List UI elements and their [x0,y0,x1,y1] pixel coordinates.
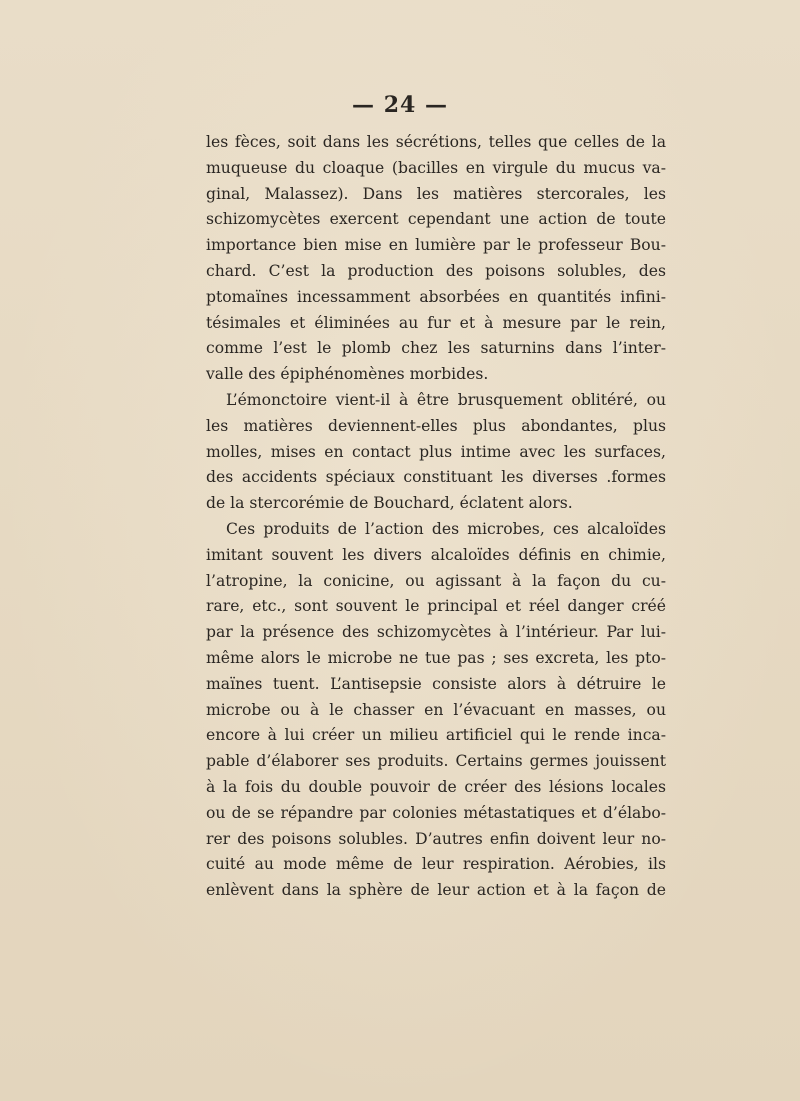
text-line: chard. C’est la production des poisons solubles, des [206,261,666,280]
text-line: comme l’est le plomb chez les saturnins dans l’inter- [206,339,666,358]
text-line: ou de se répandre par colonies métastatiques et d’élabo- [206,803,666,822]
text-line: les fèces, soit dans les sécrétions, telles que celles de la [206,133,666,151]
text-line: l’atropine, la conicine, ou agissant à la façon du cu- [206,571,666,590]
text-line: rare, etc., sont souvent le principal et réel danger créé [206,597,666,616]
text-line: maïnes tuent. L’antisepsie consiste alors à détruire le [206,674,666,693]
text-line: tésimales et éliminées au fur et à mesure par le rein, [206,313,666,332]
text-line: pable d’élaborer ses produits. Certains germes jouissent [206,752,666,771]
text-line: rer des poisons solubles. D’autres enfin doivent leur no- [206,829,666,848]
text-line: Ces produits de l’action des microbes, ces alcaloïdes [226,519,666,538]
text-line: schizomycètes exercent cependant une action de toute [206,210,666,229]
text-line: ginal, Malassez). Dans les matières stercorales, les [206,184,666,203]
text-line: imitant souvent les divers alcaloïdes définis en chimie, [206,545,666,564]
text-line: à la fois du double pouvoir de créer des lésions locales [206,777,666,796]
text-line: muqueuse du cloaque (bacilles en virgule du mucus va- [206,158,666,177]
page-number: — 24 — [352,92,448,118]
text-line: de la stercorémie de Bouchard, éclatent alors. [206,494,573,513]
text-line: ptomaïnes incessamment absorbées en quantités infini- [206,287,666,306]
text-line: les matières deviennent-elles plus abondantes, plus [206,416,666,435]
text-line: microbe ou à le chasser en l’évacuant en masses, ou [206,700,666,719]
text-line: importance bien mise en lumière par le professeur Bou- [206,236,666,255]
text-line: encore à lui créer un milieu artificiel qui le rende inca- [206,726,666,745]
text-line: des accidents spéciaux constituant les diverses .formes [206,468,666,487]
text-line: même alors le microbe ne tue pas ; ses excreta, les pto- [206,648,666,667]
text-line: molles, mises en contact plus intime avec les surfaces, [206,442,666,461]
text-line: valle des épiphénomènes morbides. [206,365,489,384]
text-line: enlèvent dans la sphère de leur action et à la façon de [206,881,666,900]
text-line: par la présence des schizomycètes à l’intérieur. Par lui- [206,623,666,642]
text-line: L’émonctoire vient-il à être brusquement oblitéré, ou [226,390,666,409]
body-text [206,130,666,904]
text-line: cuité au mode même de leur respiration. Aérobies, ils [206,855,666,874]
